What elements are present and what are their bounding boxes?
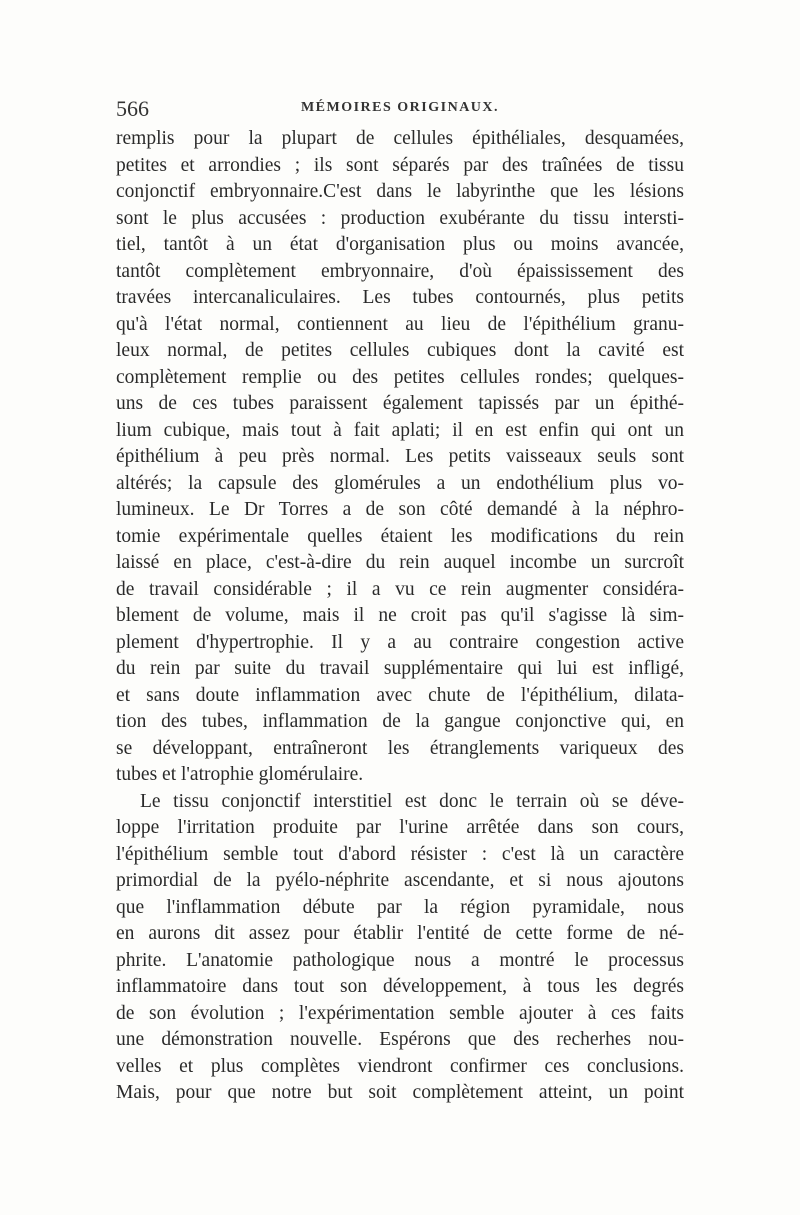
text-line: uns de ces tubes paraissent également tapissés par un épithé- [116,393,684,414]
text-line: et sans doute inflammation avec chute de l'épithélium, dilata- [116,684,684,706]
text-line: qu'à l'état normal, contiennent au lieu de l'épithélium granu- [116,313,684,335]
text-line: en aurons dit assez pour établir l'entité de cette forme de né- [116,923,684,944]
text-line: velles et plus complètes viendront confirmer ces conclusions. [116,1055,684,1077]
text-line: tiel, tantôt à un état d'organisation plus ou moins avancée, [116,234,684,255]
text-line: Mais, pour que notre but soit complètement atteint, un point [116,1082,684,1103]
text-line: tomie expérimentale quelles étaient les modifications du rein [116,525,684,547]
text-line: travées intercanaliculaires. Les tubes contournés, plus petits [116,287,684,308]
text-line: conjonctif embryonnaire.C'est dans le labyrinthe que les lésions [116,181,684,202]
text-line: loppe l'irritation produite par l'urine arrêtée dans son cours, [116,817,684,838]
text-line: laissé en place, c'est-à-dire du rein auquel incombe un surcroît [116,552,684,573]
text-line: se développant, entraîneront les étranglements variqueux des [116,737,684,759]
text-line: lumineux. Le Dr Torres a de son côté demandé à la néphro- [116,499,684,520]
text-line: complètement remplie ou des petites cellules rondes; quelques- [116,366,684,388]
running-head: MÉMOIRES ORIGINAUX. [300,100,500,115]
body-text [116,126,684,1107]
text-line: leux normal, de petites cellules cubiques dont la cavité est [116,340,684,361]
text-line: lium cubique, mais tout à fait aplati; il en est enfin qui ont un [116,419,684,441]
text-line: épithélium à peu près normal. Les petits vaisseaux seuls sont [116,446,684,467]
text-line: phrite. L'anatomie pathologique nous a montré le processus [116,949,684,971]
text-line: inflammatoire dans tout son développement, à tous les degrés [116,976,684,997]
text-line: que l'inflammation débute par la région pyramidale, nous [116,896,684,918]
text-line: blement de volume, mais il ne croit pas qu'il s'agisse là sim- [116,605,684,626]
text-line: petites et arrondies ; ils sont séparés par des traînées de tissu [116,154,684,176]
text-line: de son évolution ; l'expérimentation semble ajouter à ces faits [116,1002,684,1024]
paragraph-end-line: tubes et l'atrophie glomérulaire. [116,764,364,785]
page-header [116,96,684,126]
text-line: primordial de la pyélo-néphrite ascendante, et si nous ajoutons [116,870,684,891]
text-line: altérés; la capsule des glomérules a un endothélium plus vo- [116,472,684,494]
text-line: tantôt complètement embryonnaire, d'où épaississement des [116,260,684,282]
text-line: une démonstration nouvelle. Espérons que des recherhes nou- [116,1029,684,1050]
text-line: l'épithélium semble tout d'abord résister : c'est là un caractère [116,843,684,865]
text-line: de travail considérable ; il a vu ce rein augmenter considéra- [116,578,684,600]
page-number: 566 [116,96,149,121]
text-line: sont le plus accusées : production exubérante du tissu intersti- [116,207,684,229]
text-line: plement d'hypertrophie. Il y a au contraire congestion active [116,631,684,653]
text-line: remplis pour la plupart de cellules épithéliales, desquamées, [116,128,684,149]
text-line: tion des tubes, inflammation de la gangue conjonctive qui, en [116,711,684,732]
paragraph-start-line: Le tissu conjonctif interstitiel est donc le terrain où se déve- [140,790,684,812]
text-line: du rein par suite du travail supplémentaire qui lui est infligé, [116,658,684,679]
